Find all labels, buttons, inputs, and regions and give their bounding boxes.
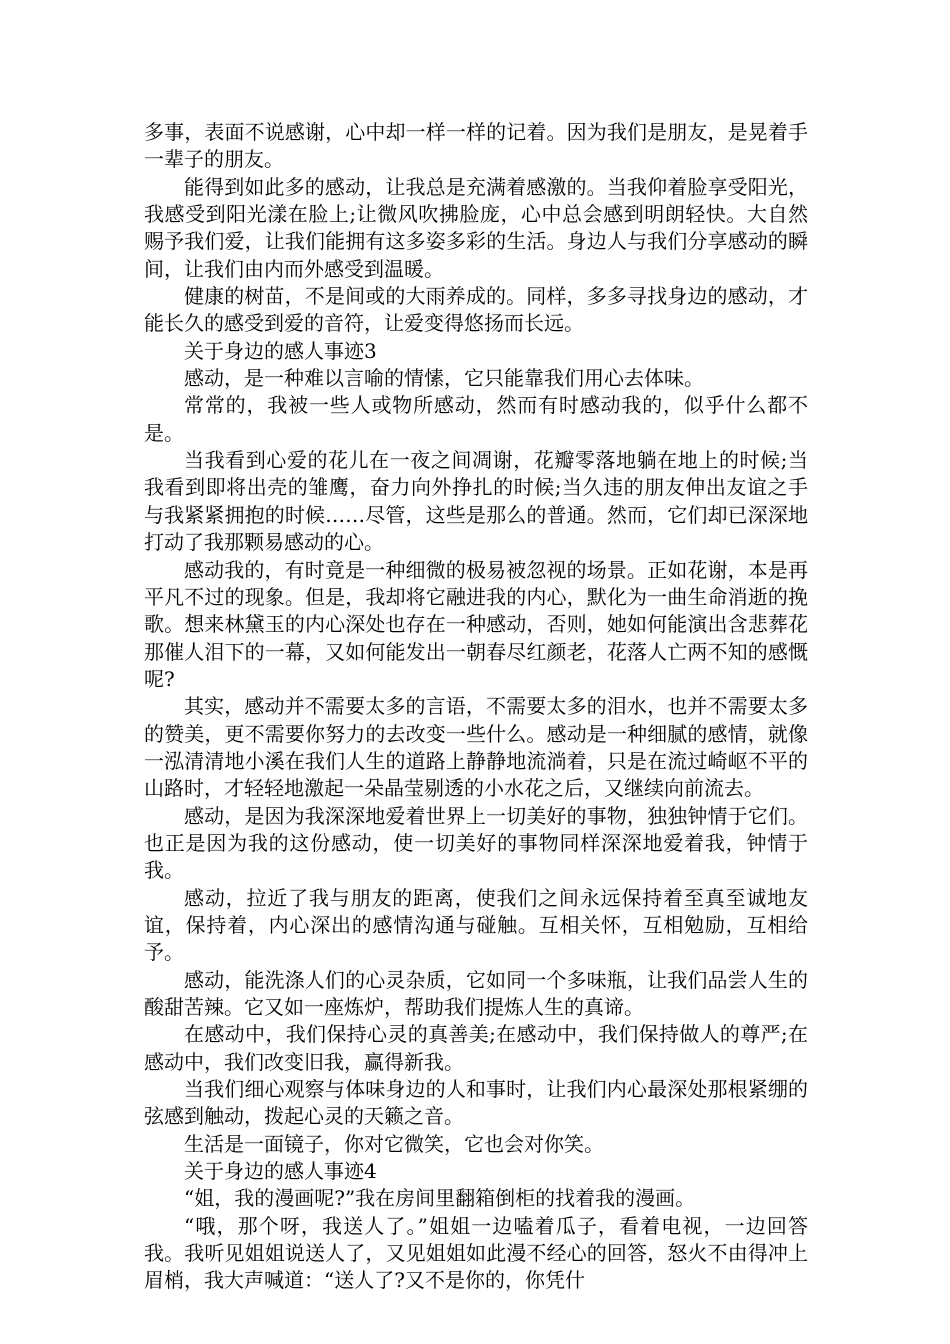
paragraph: 生活是一面镜子，你对它微笑，它也会对你笑。: [184, 1131, 604, 1156]
paragraph: 多事，表面不说感谢，心中却一样一样的记着。因为我们是朋友，是晃着手一辈子的朋友。: [144, 120, 808, 172]
paragraph: 常常的，我被一些人或物所感动，然而有时感动我的，似乎什么都不是。: [144, 393, 808, 445]
paragraph: “哦，那个呀，我送人了。”姐姐一边嗑着瓜子，看着电视，一边回答我。我听见姐姐说送人了，又见姐姐如此漫不经心的回答，怒火不由得冲上眉梢，我大声喊道：“送人了?又不是你的，你凭什: [144, 1213, 808, 1293]
paragraph: 其实，感动并不需要太多的言语，不需要太多的泪水，也并不需要太多的赞美，更不需要你努力的去改变一些什么。感动是一种细腻的感情，就像一泓清清地小溪在我们人生的道路上静静地流淌着，只是在流过崎岖不平的山路时，才轻轻地激起一朵晶莹剔透的小水花之后，又继续向前流去。: [144, 694, 808, 801]
paragraph: 感动，是因为我深深地爱着世界上一切美好的事物，独独钟情于它们。也正是因为我的这份感动，使一切美好的事物同样深深地爱着我，钟情于我。: [144, 803, 808, 883]
paragraph: 感动，能洗涤人们的心灵杂质，它如同一个多味瓶，让我们品尝人生的酸甜苦辣。它又如一座炼炉，帮助我们提炼人生的真谛。: [144, 967, 808, 1019]
section-heading: 关于身边的感人事迹3: [184, 338, 377, 363]
paragraph: 当我们细心观察与体味身边的人和事时，让我们内心最深处那根紧绷的弦感到触动，拨起心灵的天籁之音。: [144, 1077, 808, 1129]
paragraph: 能得到如此多的感动，让我总是充满着感激的。当我仰着脸享受阳光，我感受到阳光漾在脸上;让微风吹拂脸庞，心中总会感到明朗轻快。大自然赐予我们爱，让我们能拥有这多姿多彩的生活。身边人与我们分享感动的瞬间，让我们由内而外感受到温暖。: [144, 174, 808, 281]
paragraph: 健康的树苗，不是间或的大雨养成的。同样，多多寻找身边的感动，才能长久的感受到爱的音符，让爱变得悠扬而长远。: [144, 284, 808, 336]
paragraph: 当我看到心爱的花儿在一夜之间凋谢，花瓣零落地躺在地上的时候;当我看到即将出壳的雏鹰，奋力向外挣扎的时候;当久违的朋友伸出友谊之手与我紧紧拥抱的时候……尽管，这些是那么的普通。然而，它们却已深深地打动了我那颗易感动的心。: [144, 448, 808, 555]
document-body: [144, 119, 808, 1295]
paragraph: 在感动中，我们保持心灵的真善美;在感动中，我们保持做人的尊严;在感动中，我们改变旧我，赢得新我。: [144, 1022, 808, 1074]
paragraph: 感动，是一种难以言喻的情愫，它只能靠我们用心去体味。: [184, 366, 704, 391]
paragraph: 感动，拉近了我与朋友的距离，使我们之间永远保持着至真至诚地友谊，保持着，内心深出的感情沟通与碰触。互相关怀，互相勉励，互相给予。: [144, 885, 808, 965]
paragraph: “姐，我的漫画呢?”我在房间里翻箱倒柜的找着我的漫画。: [184, 1186, 696, 1211]
section-heading: 关于身边的感人事迹4: [184, 1159, 377, 1184]
paragraph: 感动我的，有时竟是一种细微的极易被忽视的场景。正如花谢，本是再平凡不过的现象。但是，我却将它融进我的内心，默化为一曲生命消逝的挽歌。想来林黛玉的内心深处也存在一种感动，否则，她如何能演出含悲葬花那催人泪下的一幕，又如何能发出一朝春尽红颜老，花落人亡两不知的感慨呢?: [144, 557, 808, 691]
